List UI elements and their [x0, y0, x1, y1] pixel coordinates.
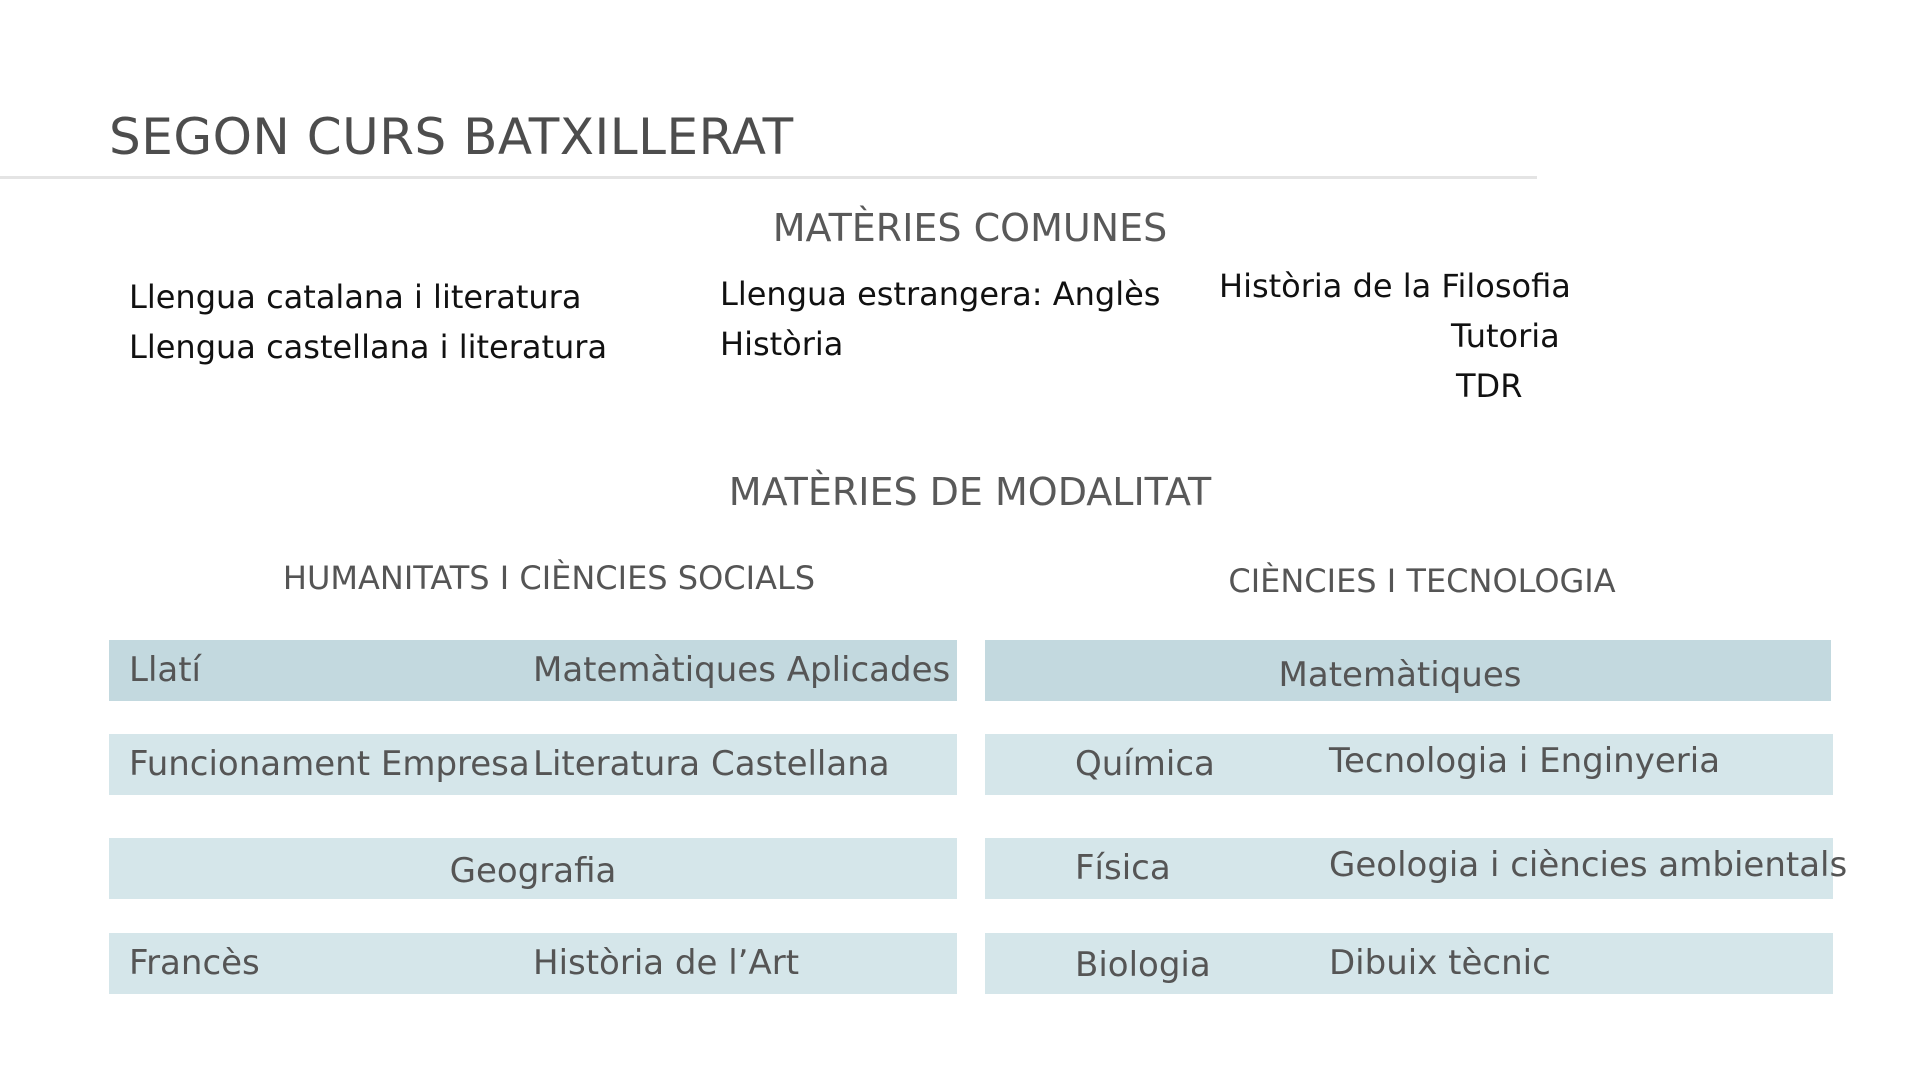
common-subject: Llengua castellana i literatura [129, 328, 608, 366]
common-subject: Història [720, 325, 844, 363]
page-title: SEGON CURS BATXILLERAT [109, 108, 794, 166]
sciences-column-heading: CIÈNCIES I TECNOLOGIA [1228, 562, 1616, 600]
subject-label: Dibuix tècnic [1329, 943, 1551, 983]
humanities-row [109, 640, 957, 701]
modality-subjects-heading: MATÈRIES DE MODALITAT [728, 470, 1212, 514]
subject-label: Tecnologia i Enginyeria [1329, 741, 1721, 781]
common-subjects-heading: MATÈRIES COMUNES [772, 206, 1168, 250]
subject-label: Llatí [129, 650, 202, 690]
humanities-row [109, 734, 957, 795]
humanities-column-heading: HUMANITATS I CIÈNCIES SOCIALS [282, 559, 816, 597]
sciences-row [985, 734, 1833, 795]
sciences-row [985, 640, 1831, 701]
sciences-row [985, 838, 1848, 899]
subject-label: Història de l’Art [533, 943, 800, 983]
subject-label: Matemàtiques Aplicades [533, 650, 951, 690]
subject-label: Biologia [1075, 945, 1211, 985]
subject-label: Química [1075, 744, 1215, 784]
subject-label: Funcionament Empresa [129, 744, 530, 784]
title-divider [0, 176, 1537, 179]
subject-label: Física [1075, 848, 1171, 888]
sciences-row [985, 933, 1833, 994]
common-subject: Llengua estrangera: Anglès [720, 275, 1161, 313]
subject-label: Matemàtiques [1278, 655, 1522, 695]
common-subject: Llengua catalana i literatura [129, 278, 582, 316]
humanities-row [109, 838, 957, 899]
subject-label: Francès [129, 943, 260, 983]
subject-label: Geografia [449, 851, 617, 891]
subject-label: Geologia i ciències ambientals [1329, 845, 1848, 885]
common-subject: Tutoria [1451, 317, 1560, 355]
common-subject: Història de la Filosofia [1219, 267, 1571, 305]
humanities-row [109, 933, 957, 994]
subject-label: Literatura Castellana [533, 744, 890, 784]
common-subject: TDR [1456, 367, 1523, 405]
